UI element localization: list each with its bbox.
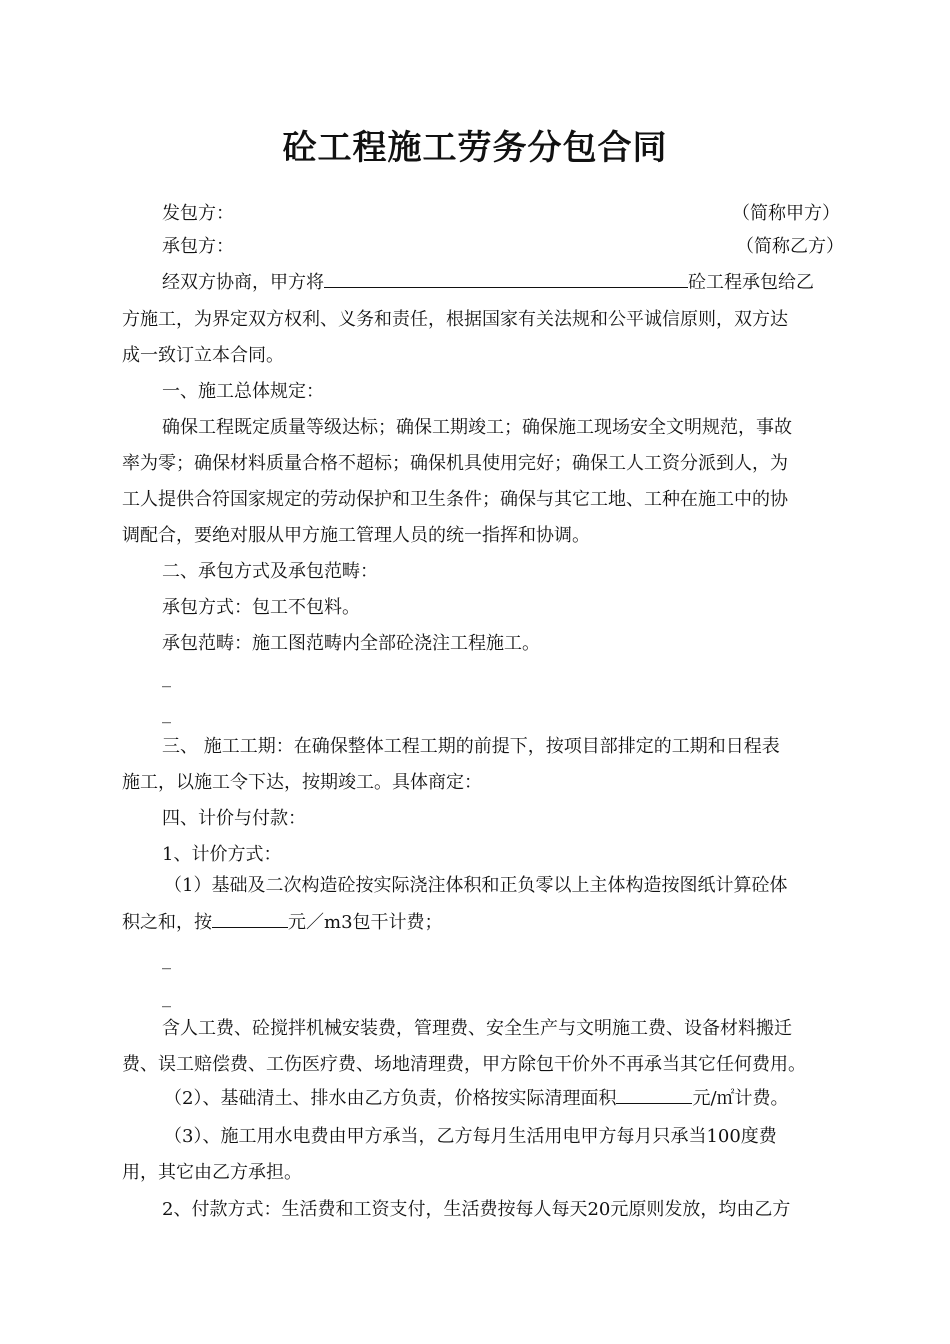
- section-1-line-1: 确保工程既定质量等级达标；确保工期竣工；确保施工现场安全文明规范，事故: [162, 417, 792, 438]
- intro-text: 经双方协商，甲方将: [162, 272, 324, 293]
- blank-marker: _: [162, 703, 171, 724]
- section-1-line-3: 工人提供合符国家规定的劳动保护和卫生条件；确保与其它工地、工种在施工中的协: [122, 489, 788, 510]
- blank-marker: _: [162, 949, 171, 970]
- section-2-scope: 承包范畴：施工图范畴内全部砼浇注工程施工。: [162, 633, 540, 654]
- area-price-blank: [616, 1081, 692, 1104]
- section-4-sub-1: 1、计价方式：: [162, 844, 282, 865]
- pricing-item-1-line-4: 费、误工赔偿费、工伤医疗费、场地清理费，甲方除包干价外不再承当其它任何费用。: [122, 1054, 806, 1075]
- pricing-text: （2）、基础清土、排水由乙方负责，价格按实际清理面积: [164, 1088, 617, 1109]
- document-title: 砼工程施工劳务分包合同: [282, 128, 668, 168]
- pricing-item-1-line-1: （1）基础及二次构造砼按实际浇注体积和正负零以上主体构造按图纸计算砼体: [164, 875, 788, 896]
- section-1-line-2: 率为零；确保材料质量合格不超标；确保机具使用完好；确保工人工资分派到人，为: [122, 453, 788, 474]
- unit-price-blank: [212, 905, 288, 928]
- party-a-line: [122, 196, 882, 232]
- section-2-mode: 承包方式：包工不包料。: [162, 597, 360, 618]
- section-3-line-1: 三、 施工工期：在确保整体工程工期的前提下，按项目部排定的工期和日程表: [162, 736, 780, 757]
- section-1-heading: 一、施工总体规定：: [162, 381, 324, 402]
- party-a-note: （简称甲方）: [732, 203, 840, 224]
- intro-text: 砼工程承包给乙: [688, 272, 814, 293]
- party-b-label: 承包方：: [162, 236, 234, 257]
- party-b-line: [122, 229, 882, 265]
- pricing-item-2: [122, 1081, 884, 1117]
- section-1-line-4: 调配合，要绝对服从甲方施工管理人员的统一指挥和协调。: [122, 525, 590, 546]
- intro-line-1: [122, 265, 882, 301]
- intro-line-2: 方施工，为界定双方权利、义务和责任，根据国家有关法规和公平诚信原则，双方达: [122, 309, 788, 330]
- section-2-heading: 二、承包方式及承包范畴：: [162, 561, 378, 582]
- pricing-item-1-line-2: [122, 905, 842, 941]
- section-4-sub-2: 2、付款方式：生活费和工资支付，生活费按每人每天20元原则发放，均由乙方: [162, 1199, 791, 1220]
- pricing-item-3-line-2: 用，其它由乙方承担。: [122, 1162, 302, 1183]
- pricing-item-3-line-1: （3）、施工用水电费由甲方承当，乙方每月生活用电甲方每月只承当100度费: [164, 1126, 777, 1147]
- party-a-label: 发包方：: [162, 203, 234, 224]
- intro-line-3: 成一致订立本合同。: [122, 345, 284, 366]
- section-4-heading: 四、计价与付款：: [162, 808, 306, 829]
- project-name-blank: [324, 265, 688, 288]
- pricing-item-1-line-3: 含人工费、砼搅拌机械安装费，管理费、安全生产与文明施工费、设备材料搬迁: [162, 1018, 792, 1039]
- section-3-line-2: 施工，以施工令下达，按期竣工。具体商定：: [122, 772, 482, 793]
- blank-marker: _: [162, 667, 171, 688]
- blank-marker: _: [162, 987, 171, 1008]
- pricing-text: 积之和，按: [122, 912, 212, 933]
- party-b-note: （简称乙方）: [736, 236, 844, 257]
- pricing-text: 元／m3包干计费；: [288, 912, 443, 933]
- pricing-text: 元/㎡计费。: [692, 1088, 789, 1109]
